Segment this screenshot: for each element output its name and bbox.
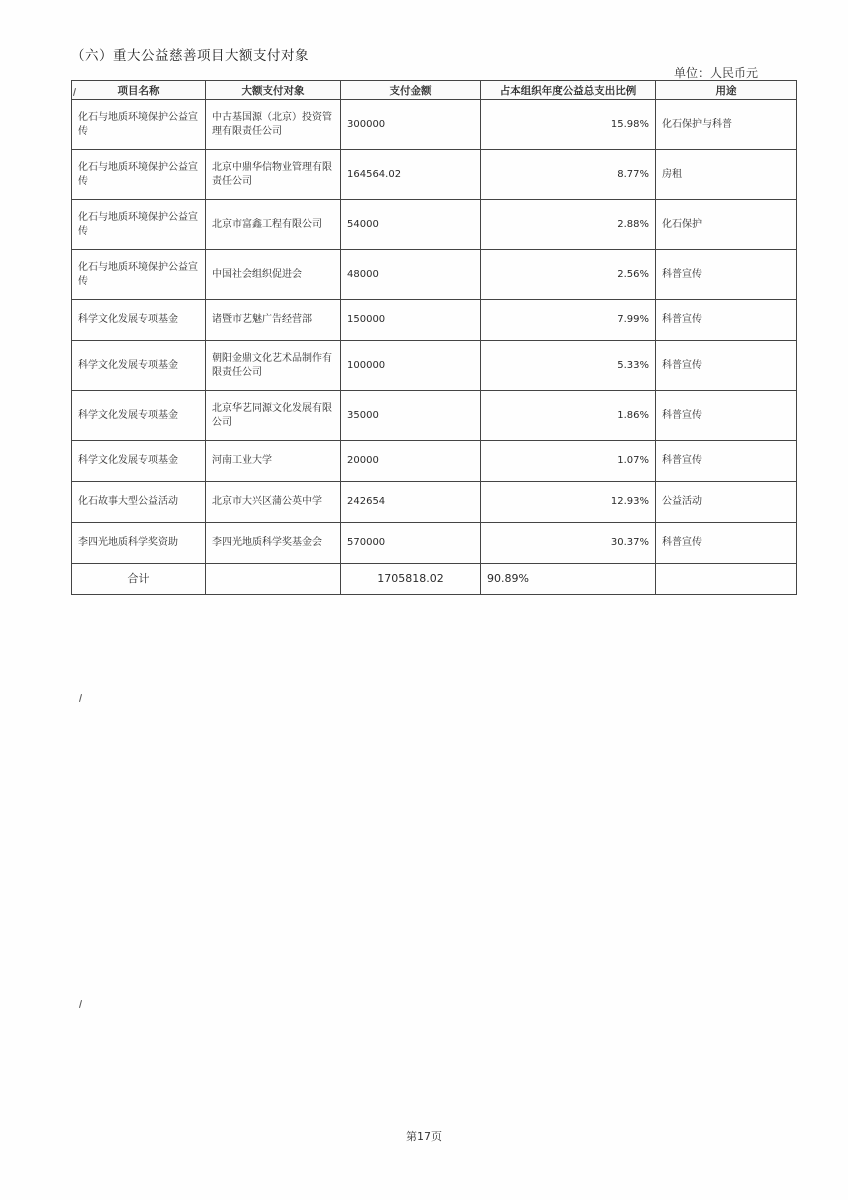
table-row xyxy=(72,300,797,341)
cell-purpose: 科普宣传 xyxy=(656,391,797,441)
table-row xyxy=(72,250,797,300)
cell-amount: 570000 xyxy=(341,523,481,564)
table-row xyxy=(72,341,797,391)
cell-purpose: 化石保护 xyxy=(656,200,797,250)
cell-payee: 中古基国源（北京）投资管理有限责任公司 xyxy=(206,100,341,150)
cell-ratio: 7.99% xyxy=(481,300,656,341)
cell-amount: 300000 xyxy=(341,100,481,150)
cell-project: 化石与地质环境保护公益宣传 xyxy=(72,250,206,300)
cell-amount: 164564.02 xyxy=(341,150,481,200)
cell-ratio: 1.07% xyxy=(481,441,656,482)
cell-purpose: 化石保护与科普 xyxy=(656,100,797,150)
cell-project: 化石与地质环境保护公益宣传 xyxy=(72,150,206,200)
table-row xyxy=(72,100,797,150)
header-project: 项目名称 xyxy=(72,81,206,100)
cell-amount: 100000 xyxy=(341,341,481,391)
payment-table xyxy=(71,80,797,595)
cell-project: 科学文化发展专项基金 xyxy=(72,341,206,391)
total-label: 合计 xyxy=(72,564,206,595)
cell-ratio: 30.37% xyxy=(481,523,656,564)
cell-amount: 48000 xyxy=(341,250,481,300)
cell-project: 化石与地质环境保护公益宣传 xyxy=(72,100,206,150)
cell-ratio: 5.33% xyxy=(481,341,656,391)
table-row xyxy=(72,523,797,564)
table-row xyxy=(72,441,797,482)
cell-amount: 54000 xyxy=(341,200,481,250)
total-purpose xyxy=(656,564,797,595)
total-row xyxy=(72,564,797,595)
table-row xyxy=(72,200,797,250)
cell-project: 化石故事大型公益活动 xyxy=(72,482,206,523)
scan-mark xyxy=(79,1000,82,1008)
table-header-row xyxy=(72,81,797,100)
cell-purpose: 公益活动 xyxy=(656,482,797,523)
cell-project: 化石与地质环境保护公益宣传 xyxy=(72,200,206,250)
cell-ratio: 1.86% xyxy=(481,391,656,441)
cell-payee: 北京市富鑫工程有限公司 xyxy=(206,200,341,250)
cell-payee: 诸暨市艺魅广告经营部 xyxy=(206,300,341,341)
cell-payee: 中国社会组织促进会 xyxy=(206,250,341,300)
cell-purpose: 科普宣传 xyxy=(656,523,797,564)
cell-ratio: 12.93% xyxy=(481,482,656,523)
header-payee: 大额支付对象 xyxy=(206,81,341,100)
cell-purpose: 科普宣传 xyxy=(656,300,797,341)
section-title: （六）重大公益慈善项目大额支付对象 xyxy=(71,48,309,64)
cell-purpose: 科普宣传 xyxy=(656,341,797,391)
header-ratio: 占本组织年度公益总支出比例 xyxy=(481,81,656,100)
cell-purpose: 房租 xyxy=(656,150,797,200)
cell-project: 科学文化发展专项基金 xyxy=(72,300,206,341)
total-ratio: 90.89% xyxy=(481,564,656,595)
header-purpose: 用途 xyxy=(656,81,797,100)
cell-purpose: 科普宣传 xyxy=(656,250,797,300)
cell-project: 科学文化发展专项基金 xyxy=(72,391,206,441)
cell-payee: 北京中鼎华信物业管理有限责任公司 xyxy=(206,150,341,200)
unit-label: 单位：人民币元 xyxy=(674,66,759,80)
cell-amount: 35000 xyxy=(341,391,481,441)
cell-payee: 北京市大兴区蒲公英中学 xyxy=(206,482,341,523)
cell-ratio: 2.88% xyxy=(481,200,656,250)
table-row xyxy=(72,391,797,441)
table-row xyxy=(72,150,797,200)
page-number: 第17页 xyxy=(406,1130,442,1143)
cell-payee: 北京华艺同源文化发展有限公司 xyxy=(206,391,341,441)
cell-amount: 242654 xyxy=(341,482,481,523)
cell-amount: 20000 xyxy=(341,441,481,482)
header-amount: 支付金额 xyxy=(341,81,481,100)
cell-project: 李四光地质科学奖资助 xyxy=(72,523,206,564)
total-payee xyxy=(206,564,341,595)
cell-payee: 河南工业大学 xyxy=(206,441,341,482)
cell-purpose: 科普宣传 xyxy=(656,441,797,482)
cell-payee: 李四光地质科学奖基金会 xyxy=(206,523,341,564)
cell-ratio: 15.98% xyxy=(481,100,656,150)
cell-ratio: 2.56% xyxy=(481,250,656,300)
cell-ratio: 8.77% xyxy=(481,150,656,200)
cell-amount: 150000 xyxy=(341,300,481,341)
cell-payee: 朝阳金鼎文化艺术品制作有限责任公司 xyxy=(206,341,341,391)
cell-project: 科学文化发展专项基金 xyxy=(72,441,206,482)
table-row xyxy=(72,482,797,523)
scan-mark xyxy=(79,694,82,702)
total-amount: 1705818.02 xyxy=(341,564,481,595)
